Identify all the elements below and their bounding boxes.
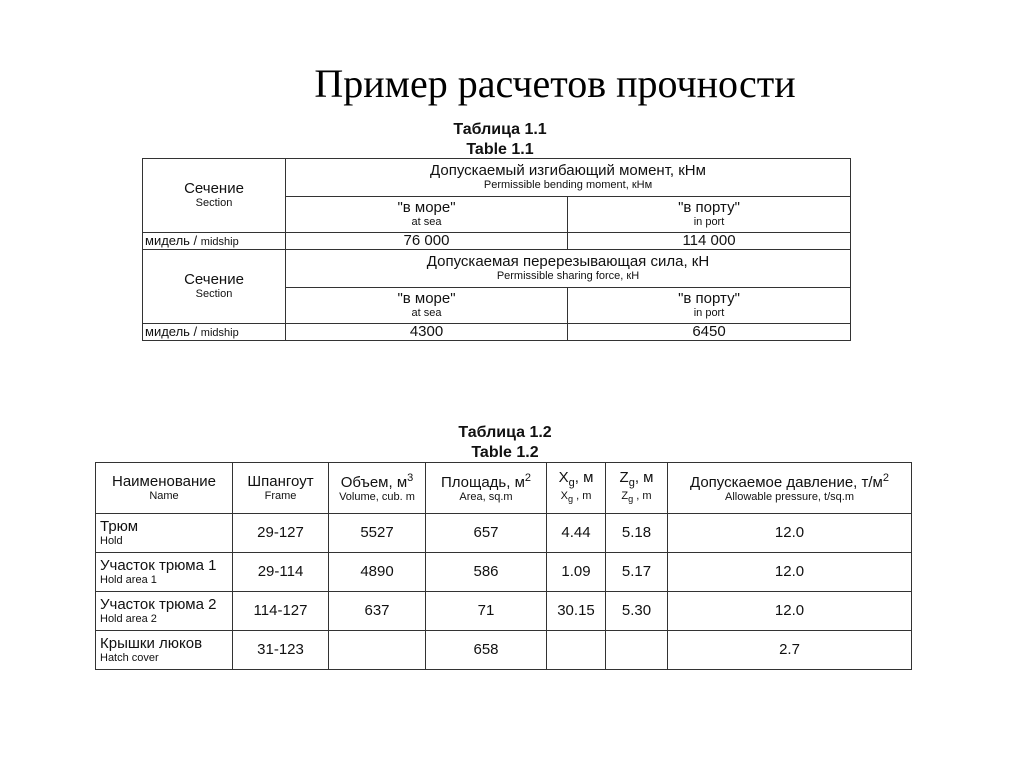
row-name-ru: Участок трюма 1 — [100, 556, 217, 574]
row-name-en: Hold area 1 — [100, 573, 157, 586]
shear-port-ru: "в порту" — [678, 290, 740, 307]
row-area: 657 — [426, 514, 547, 553]
header-area-ru: Площадь, м — [440, 474, 525, 491]
shear-sea-value: 4300 — [286, 324, 568, 341]
shear-header-ru: Допускаемая перерезывающая сила, кН — [426, 253, 710, 270]
header-xg — [547, 463, 606, 514]
hold-pressure-table — [95, 462, 912, 670]
row-xg: 30.15 — [547, 592, 606, 631]
moment-header-en: Permissible bending moment, кНм — [483, 179, 653, 191]
shear-sea-header — [286, 288, 568, 324]
header-area-sup: 2 — [524, 472, 532, 484]
header-area — [426, 463, 547, 514]
header-frame-ru: Шпангоут — [247, 472, 314, 490]
row-frame: 31-123 — [233, 631, 329, 670]
header-pressure-ru: Допускаемое давление, т/м — [690, 474, 883, 491]
table2-caption — [380, 423, 630, 463]
shear-port-en: in port — [693, 307, 725, 319]
moment-header-ru: Допускаемый изгибающий момент, кНм — [430, 162, 706, 179]
row-zg: 5.18 — [606, 514, 668, 553]
moment-sea-ru: "в море" — [397, 199, 456, 216]
table2-caption-en: Table 1.2 — [471, 444, 539, 461]
row-xg — [547, 631, 606, 670]
shear-sea-en: at sea — [411, 307, 442, 319]
section-label-en: Section — [195, 197, 233, 209]
header-pressure-en: Allowable pressure, t/sq.m — [725, 491, 854, 503]
header-volume-en: Volume, cub. m — [339, 491, 415, 503]
table-row — [96, 514, 912, 553]
moment-port-en: in port — [693, 216, 725, 228]
shear-port-header — [568, 288, 851, 324]
header-xg-en-sub: g — [567, 494, 574, 505]
row-xg: 4.44 — [547, 514, 606, 553]
row-volume — [329, 631, 426, 670]
row-volume: 637 — [329, 592, 426, 631]
header-zg-en-sub: g — [628, 494, 634, 505]
row-zg: 5.30 — [606, 592, 668, 631]
header-xg-sub: g — [568, 476, 575, 489]
row-volume: 4890 — [329, 553, 426, 592]
bending-shear-table — [142, 158, 851, 341]
header-pressure — [668, 463, 912, 514]
moment-port-ru: "в порту" — [678, 199, 740, 216]
row-name-en: Hold — [100, 534, 123, 547]
row-name-ru: Трюм — [100, 517, 139, 535]
row-area: 71 — [426, 592, 547, 631]
row-name — [96, 592, 233, 631]
table2-caption-ru: Таблица 1.2 — [458, 424, 552, 441]
row-frame: 29-127 — [233, 514, 329, 553]
shear-port-value: 6450 — [568, 324, 851, 341]
row-name-ru: Крышки люков — [100, 634, 203, 652]
shear-sea-ru: "в море" — [397, 290, 456, 307]
row-volume: 5527 — [329, 514, 426, 553]
header-pressure-sup: 2 — [882, 472, 889, 484]
row-xg: 1.09 — [547, 553, 606, 592]
table2-header-row — [96, 463, 912, 514]
shear-header-cell — [286, 250, 851, 288]
header-frame — [233, 463, 329, 514]
row-name — [96, 514, 233, 553]
section-label-ru-2: Сечение — [184, 271, 244, 288]
row-area: 586 — [426, 553, 547, 592]
header-xg-en-tail: , m — [573, 489, 592, 502]
moment-row-label-ru: мидель / — [145, 233, 198, 248]
moment-port-value: 114 000 — [568, 233, 851, 250]
header-volume-sup: 3 — [407, 472, 414, 484]
header-frame-en: Frame — [264, 489, 297, 502]
moment-header-cell — [286, 159, 851, 197]
row-name-en: Hold area 2 — [100, 612, 157, 625]
shear-row-label — [143, 324, 286, 341]
section-header-cell-2 — [143, 250, 286, 324]
header-xg-ru: X — [558, 468, 569, 486]
shear-row-label-ru: мидель / — [145, 324, 198, 339]
row-name-en: Hatch cover — [100, 651, 159, 664]
row-pressure: 12.0 — [668, 553, 912, 592]
row-pressure: 12.0 — [668, 514, 912, 553]
header-zg-tail: , м — [634, 468, 654, 486]
row-name-ru: Участок трюма 2 — [100, 595, 217, 613]
shear-header-en: Permissible sharing force, кН — [496, 270, 640, 282]
header-zg-sub: g — [628, 476, 635, 489]
table1-caption — [380, 120, 620, 160]
moment-sea-header — [286, 197, 568, 233]
header-zg-en: Z — [621, 489, 629, 502]
header-zg-ru: Z — [619, 468, 629, 486]
header-name-ru: Наименование — [112, 472, 216, 490]
slide-title: Пример расчетов прочности — [314, 61, 796, 106]
row-pressure: 2.7 — [668, 631, 912, 670]
table-row — [96, 592, 912, 631]
shear-row-label-en: midship — [200, 327, 239, 339]
table-row — [96, 553, 912, 592]
header-volume — [329, 463, 426, 514]
header-area-en: Area, sq.m — [459, 491, 513, 503]
header-volume-ru: Объем, м — [340, 474, 408, 491]
row-area: 658 — [426, 631, 547, 670]
section-header-cell — [143, 159, 286, 233]
header-name — [96, 463, 233, 514]
row-frame: 114-127 — [233, 592, 329, 631]
table1-caption-en: Table 1.1 — [466, 141, 534, 158]
moment-port-header — [568, 197, 851, 233]
moment-row-label — [143, 233, 286, 250]
section-label-ru: Сечение — [184, 180, 244, 197]
header-zg-en-tail: , m — [633, 489, 652, 502]
moment-sea-value: 76 000 — [286, 233, 568, 250]
row-pressure: 12.0 — [668, 592, 912, 631]
row-name — [96, 631, 233, 670]
section-label-en-2: Section — [195, 288, 233, 300]
moment-sea-en: at sea — [411, 216, 442, 228]
row-zg — [606, 631, 668, 670]
moment-row-label-en: midship — [200, 236, 239, 248]
table1-caption-ru: Таблица 1.1 — [453, 121, 547, 138]
row-zg: 5.17 — [606, 553, 668, 592]
row-frame: 29-114 — [233, 553, 329, 592]
row-name — [96, 553, 233, 592]
header-name-en: Name — [149, 489, 179, 502]
table-row — [96, 631, 912, 670]
header-xg-en: X — [560, 489, 568, 502]
header-xg-tail: , м — [574, 468, 594, 486]
header-zg — [606, 463, 668, 514]
